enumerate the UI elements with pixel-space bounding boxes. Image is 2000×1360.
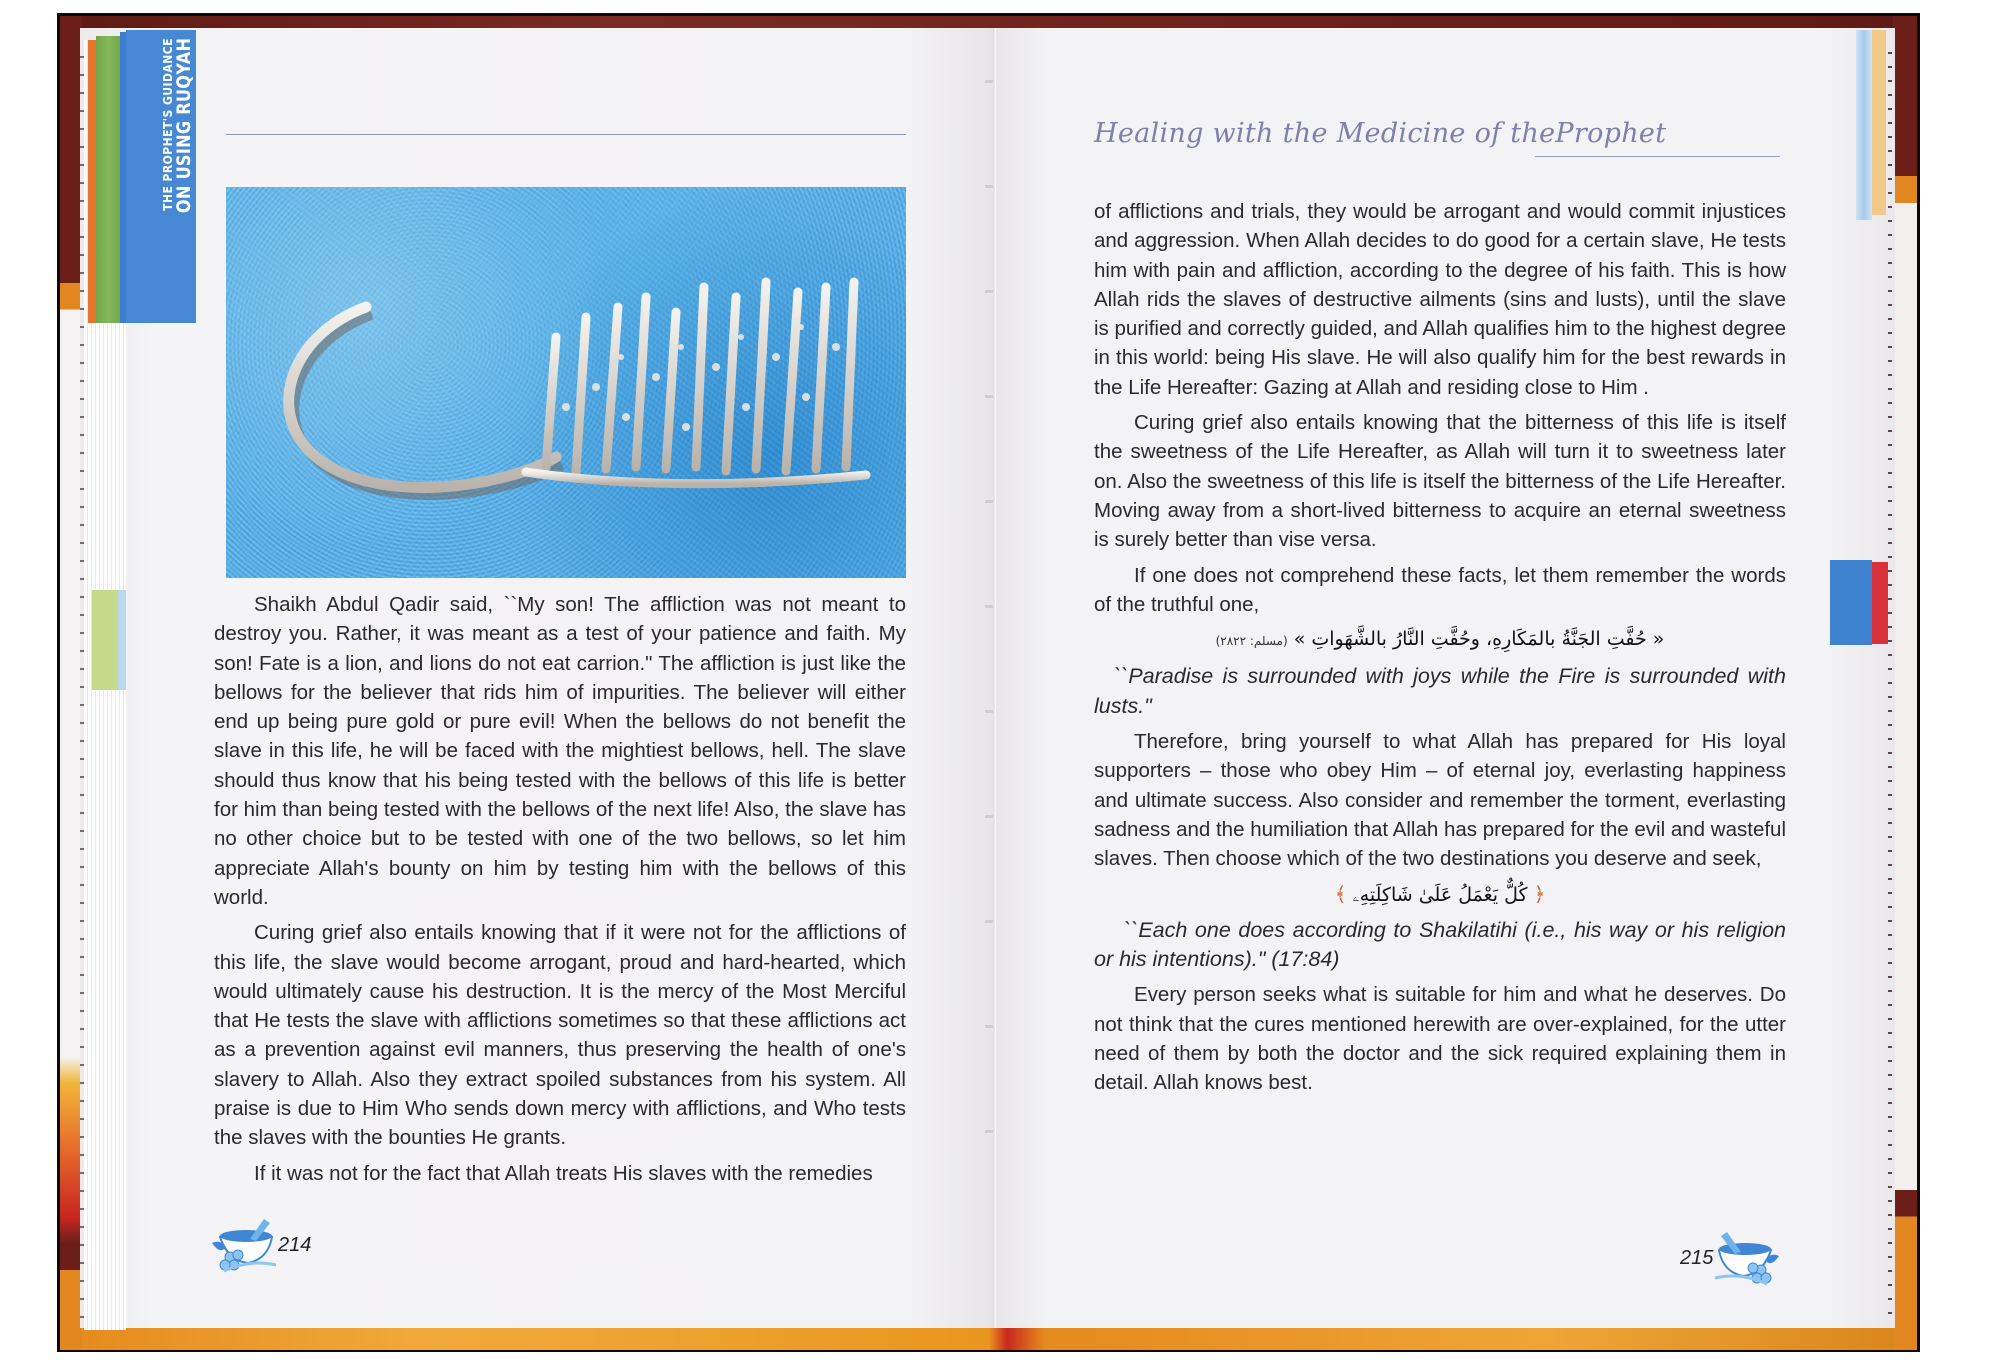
- verse-ornament-close-icon: ﴾: [1334, 881, 1347, 906]
- binding-stitch: [985, 290, 993, 293]
- mortar-pestle-flower-icon: [1713, 1228, 1781, 1288]
- calligraphy-photo: [226, 187, 906, 578]
- edge-tab-blue-mid: [1830, 560, 1872, 645]
- paragraph: If one does not comprehend these facts, let them remember the words of the truthful one,: [1094, 563, 1786, 616]
- binding-stitch: [985, 1130, 993, 1133]
- binding-stitch: [985, 920, 993, 923]
- binding-stitch: [985, 710, 993, 713]
- chapter-side-banner-text: [126, 30, 196, 323]
- edge-tab-lightblue: [118, 590, 126, 690]
- left-page-body: [214, 590, 906, 1194]
- right-page-body: [1094, 197, 1786, 1104]
- hadith-arabic-line: [1094, 625, 1786, 656]
- paragraph: If it was not for the fact that Allah treats His slaves with the remedies: [254, 1161, 873, 1185]
- binding-stitch: [985, 395, 993, 398]
- right-header-rule: [1535, 156, 1780, 157]
- edge-tab-lightblue-top: [1856, 30, 1872, 220]
- right-edge-stitches: [1888, 40, 1892, 1320]
- edge-tab-lightgreen: [92, 590, 118, 690]
- verse-translation: ``Each one does according to Shakilatihi (i.e., his way or his religion or his intentions)." (17:84): [1094, 917, 1786, 972]
- hadith-reference: (مسلم: ٢٨٢٢): [1215, 634, 1288, 649]
- banner-line-1: THE PROPHET'S GUIDANCE: [161, 38, 175, 211]
- hadith-arabic: « حُفَّتِ الجَنَّةُ بالمَكَارِهِ، وحُفَّتِ النَّارُ بالشَّهَواتِ »: [1293, 628, 1665, 651]
- edge-tab-orange-top: [1872, 30, 1886, 215]
- verse-ornament-open-icon: ﴿: [1533, 881, 1546, 906]
- verse-arabic: كُلٌّ يَعْمَلُ عَلَىٰ شَاكِلَتِهِۦ: [1352, 883, 1528, 906]
- paragraph: Curing grief also entails knowing that if it were not for the afflictions of this life, the slave would become arrogant, proud and hard-hearted, which would ultimately cause his destruction. It is the mercy of the Most Merciful that He tests the slave with afflictions sometimes so that these afflictions act as a prevention against evil manners, thus preserving the health of one's slavery to Allah. Also they extract spoiled substances from his system. All praise is due to Him Who sends down mercy with afflictions, and Who tests the slaves with the bounties He grants.: [214, 921, 906, 1150]
- calligraphy-relief-icon: [226, 187, 906, 578]
- paragraph: Curing grief also entails knowing that the bitterness of this life is itself the sweetness of the Life Hereafter, as Allah will turn it to sweetness later on. Also the sweetness of this life is itself the bitterness of the Life Hereafter. Moving away from a short-lived bitterness to acquire an eternal sweetness is surely better than vise versa.: [1094, 411, 1786, 552]
- book-cover-right-edge: [1893, 16, 1917, 1350]
- binding-stitch: [985, 185, 993, 188]
- mortar-pestle-flower-icon: [210, 1215, 278, 1275]
- verse-arabic-line: [1094, 880, 1786, 910]
- hadith-translation: ``Paradise is surrounded with joys while the Fire is surrounded with lusts.": [1094, 664, 1786, 718]
- binding-stitch: [985, 80, 993, 83]
- banner-line-2: ON USING RUQYAH: [173, 38, 195, 214]
- left-header-rule: [226, 134, 906, 135]
- binding-stitch: [985, 605, 993, 608]
- book-cover-left-edge: [60, 16, 82, 1350]
- page-number: 215: [1680, 1246, 1714, 1269]
- binding-stitch: [985, 815, 993, 818]
- paragraph: of afflictions and trials, they would be arrogant and would commit injustices and aggression. When Allah decides to do good for a certain slave, He tests him with pain and affliction, according to the degree of his faith. This is how Allah rids the slaves of destructive ailments (sins and lusts), until the slave is purified and correctly guided, and Allah qualifies him to the highest degree in this world: being His slave. He will also qualify him for the best rewards in the Life Hereafter: Gazing at Allah and residing close to Him .: [1094, 200, 1786, 399]
- book-gutter: [993, 28, 996, 1328]
- paragraph: Shaikh Abdul Qadir said, ``My son! The affliction was not meant to destroy you. Rather, it was meant as a test of your patience and faith. My son! Fate is a lion, and lions do not eat carrion." The affliction is just like the bellows for the believer that rids him of impurities. The believer will either end up being pure gold or pure evil! When the bellows do not benefit the slave in this life, he will be faced with the mightiest bellows, hell. The slave should thus know that his being tested with the bellows of this life is better for him than being tested with the bellows of the next life! Also, the slave has no other choice but to be tested with one of the two bellows, so let him appreciate Allah's bounty on him by testing him with the bellows of this world.: [214, 593, 906, 909]
- binding-stitch: [985, 1025, 993, 1028]
- edge-tab-green: [96, 36, 120, 323]
- edge-tab-orange: [88, 40, 96, 323]
- paragraph: Every person seeks what is suitable for him and what he deserves. Do not think that the cures mentioned herewith are over-explained, for the utter need of them by both the doctor and the sick required explaining them in detail. Allah knows best.: [1094, 983, 1786, 1095]
- paragraph: Therefore, bring yourself to what Allah has prepared for His loyal supporters – those who obey Him – of eternal joy, everlasting happiness and ultimate success. Also consider and remember the torment, everlasting sadness and the humiliation that Allah has prepared for the evil and wasteful slaves. Then choose which of the two destinations you deserve and seek,: [1094, 730, 1786, 871]
- left-edge-stitches: [80, 40, 84, 1320]
- right-page-footer: [1680, 1228, 1781, 1288]
- edge-tab-red-mid: [1872, 562, 1888, 644]
- binding-stitch: [985, 500, 993, 503]
- running-head: Healing with the Medicine of theProphet: [1094, 118, 1667, 149]
- page-number: 214: [278, 1233, 312, 1256]
- left-page-footer: [210, 1215, 311, 1275]
